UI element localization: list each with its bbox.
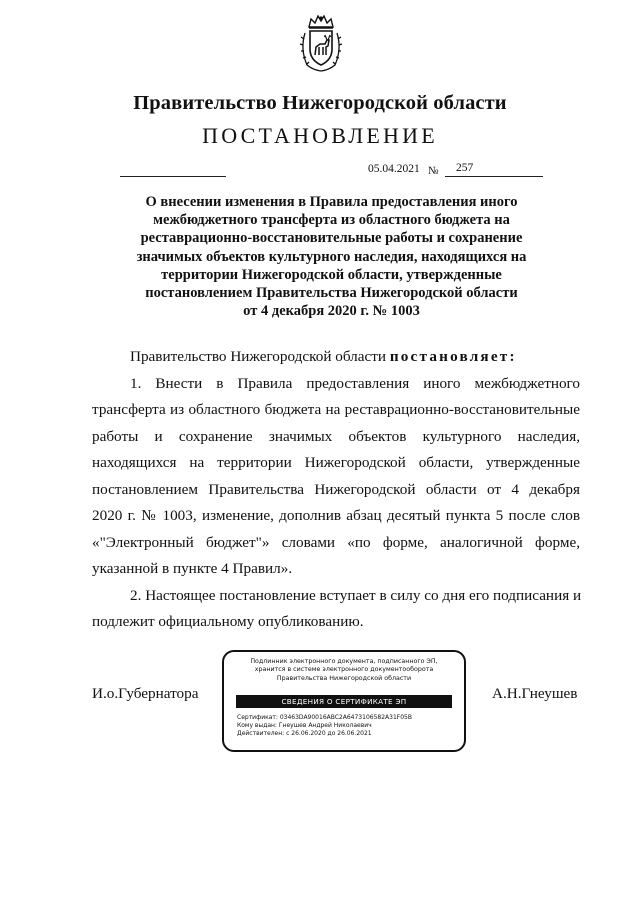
stamp-info-line: Подлинник электронного документа, подписанного ЭП, bbox=[250, 658, 438, 665]
title-line: О внесении изменения в Правила предоставления иного bbox=[145, 194, 518, 210]
decree-word: постановляет: bbox=[389, 348, 517, 365]
document-title bbox=[120, 193, 543, 320]
stamp-info bbox=[224, 658, 464, 683]
registration-blank-line bbox=[120, 176, 226, 177]
document-body bbox=[92, 344, 580, 636]
title-line: постановлением Правительства Нижегородской области bbox=[145, 285, 518, 302]
document-type: ПОСТАНОВЛЕНИЕ bbox=[202, 123, 438, 148]
preamble-line bbox=[92, 344, 580, 371]
coat-of-arms-emblem bbox=[299, 13, 343, 73]
stamp-valid: Действителен: с 26.06.2020 до 26.06.2021 bbox=[237, 730, 372, 738]
paragraph2-line: подлежит официальному опубликованию. bbox=[92, 613, 364, 630]
title-line: от 4 декабря 2020 г. № 1003 bbox=[243, 303, 420, 320]
paragraph1-line: находящихся на территории Нижегородской области, утвержденные bbox=[92, 454, 580, 471]
stamp-issued-to: Кому выдан: Гнеушев Андрей Николаевич bbox=[237, 722, 372, 730]
paragraph1-line: работы и сохранение значимых объектов культурного наследия, bbox=[92, 427, 580, 445]
electronic-signature-stamp bbox=[222, 650, 466, 752]
title-line: территории Нижегородской области, утвержденные bbox=[161, 266, 502, 283]
number-sign: № bbox=[428, 165, 439, 177]
stamp-info-line: хранится в системе электронного документооборота bbox=[254, 666, 434, 674]
title-line: межбюджетного трансферта из областного бюджета на bbox=[153, 212, 510, 229]
paragraph2-line: 2. Настоящее постановление вступает в силу со дня его подписания и bbox=[130, 586, 582, 604]
government-name: Правительство Нижегородской области bbox=[133, 92, 507, 114]
stamp-fields bbox=[237, 714, 412, 739]
stamp-info-line: Правительства Нижегородской области bbox=[276, 674, 412, 682]
signatory-name: А.Н.Гнеушев bbox=[492, 685, 578, 702]
paragraph1-line: трансферта из областного бюджета на реставрационно-восстановительные bbox=[92, 401, 580, 418]
title-line: значимых объектов культурного наследия, находящихся на bbox=[136, 248, 527, 265]
title-line: реставрационно-восстановительные работы и сохранение bbox=[140, 230, 523, 247]
document-date: 05.04.2021 bbox=[368, 163, 420, 175]
stamp-banner: СВЕДЕНИЯ О СЕРТИФИКАТЕ ЭП bbox=[236, 695, 452, 708]
preamble-text: Правительство Нижегородской области bbox=[130, 348, 387, 365]
signatory-position: И.о.Губернатора bbox=[92, 685, 199, 702]
paragraph1-line: 1. Внести в Правила предоставления иного межбюджетного bbox=[130, 374, 580, 392]
paragraph1-line: 2020 г. № 1003, изменение, дополнив абзац десятый пункта 5 после слов bbox=[92, 507, 580, 524]
document-number: 257 bbox=[456, 162, 474, 174]
paragraph1-line: указанной в пункте 4 Правил». bbox=[92, 560, 293, 577]
stamp-certificate: Сертификат: 03463DA90016ABC2A6473106582A31F05B bbox=[237, 714, 412, 721]
number-underline bbox=[445, 176, 543, 177]
paragraph1-line: «"Электронный бюджет"» словами «по форме, аналогичной форме, bbox=[92, 533, 580, 551]
paragraph1-line: постановлением Правительства Нижегородской области от 4 декабря bbox=[92, 480, 580, 498]
